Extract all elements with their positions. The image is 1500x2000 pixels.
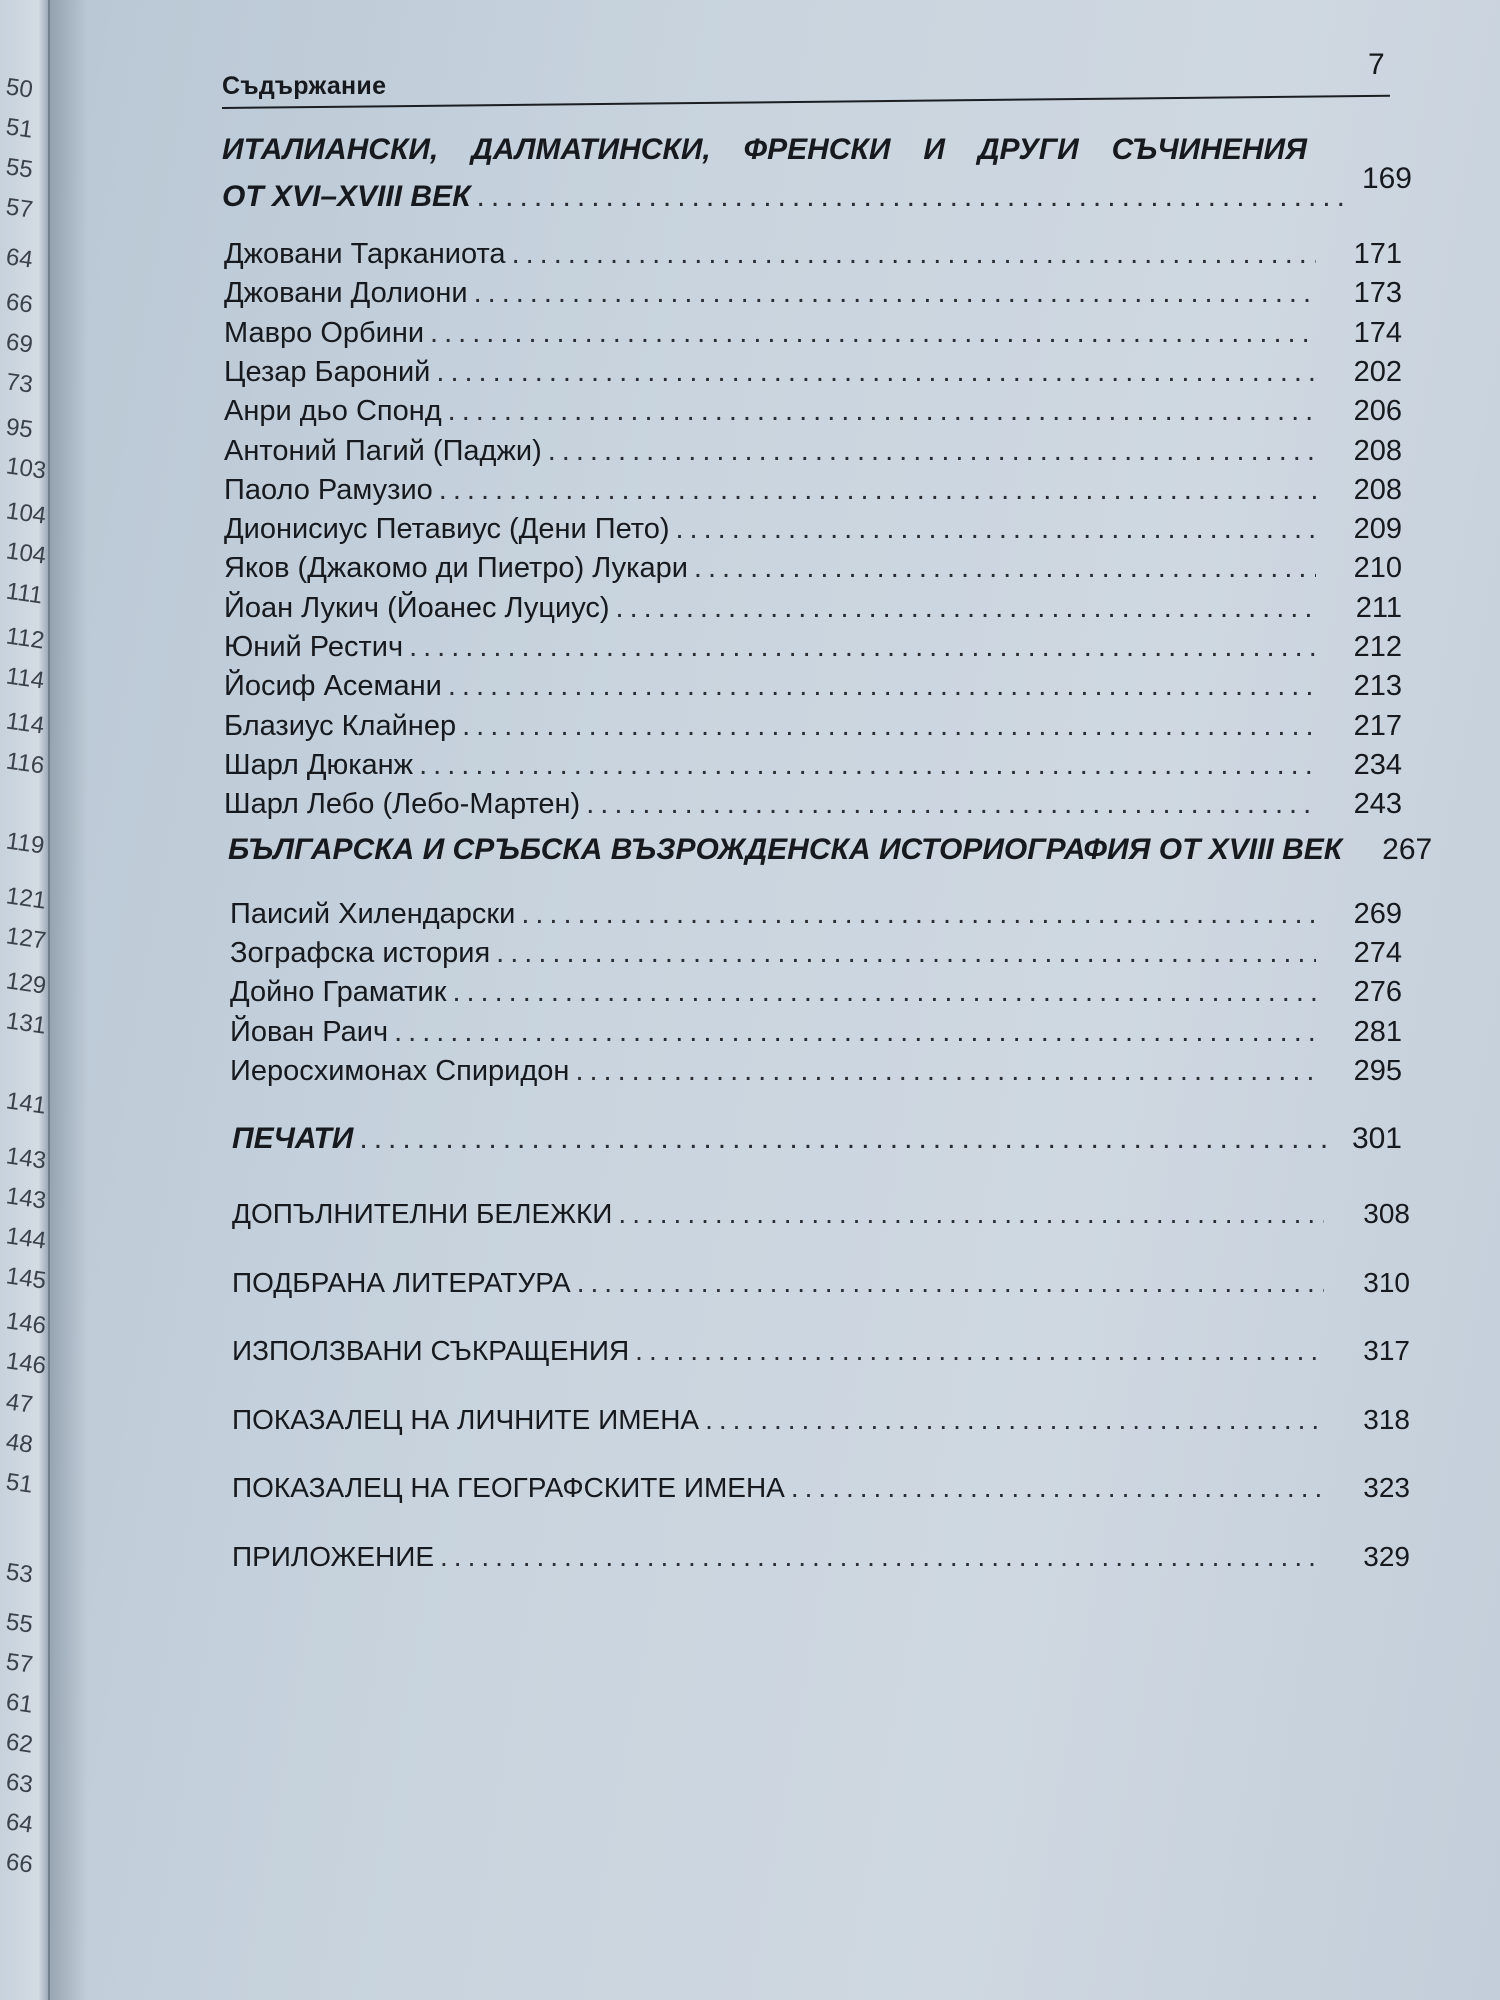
toc-entry[interactable] [224, 552, 1402, 585]
facing-page-number: 55 [4, 1608, 35, 1639]
entry-page: 323 [1363, 1472, 1410, 1503]
entry-page: 173 [1353, 277, 1402, 310]
entry-title: Яков (Джакомо ди Пиетро) Лукари [224, 552, 688, 585]
entry-page: 274 [1353, 937, 1402, 970]
dot-leader [436, 356, 1316, 389]
facing-page-number: 104 [4, 497, 48, 530]
toc-entry[interactable] [232, 1335, 1410, 1367]
facing-page-number: 146 [4, 1347, 48, 1380]
dot-leader [586, 788, 1316, 821]
toc-entry[interactable] [224, 513, 1402, 546]
dot-leader [676, 513, 1317, 546]
facing-page-number: 64 [4, 243, 35, 274]
facing-page-number: 104 [4, 537, 48, 570]
entry-title: Паоло Рамузио [224, 473, 433, 506]
entry-page: 318 [1363, 1403, 1410, 1435]
dot-leader [521, 898, 1316, 931]
entry-title: Джовани Долиони [224, 277, 468, 310]
toc-entry[interactable] [224, 710, 1402, 743]
toc-section-1[interactable] [222, 162, 1412, 214]
dot-leader [409, 631, 1316, 664]
entry-page: 243 [1353, 788, 1402, 821]
facing-page-number: 69 [4, 328, 35, 359]
entry-title: ПОКАЗАЛЕЦ НА ЛИЧНИТЕ ИМЕНА [232, 1403, 700, 1435]
dot-leader [694, 552, 1316, 585]
toc-entry[interactable] [230, 937, 1402, 970]
entry-title: Дойно Граматик [230, 976, 447, 1009]
entry-page: 213 [1353, 670, 1402, 703]
toc-entry[interactable] [224, 395, 1402, 428]
section-title-line2: ОТ XVI–XVIII ВЕК [222, 180, 471, 213]
toc-entry[interactable] [230, 1016, 1402, 1049]
entry-title: Иеросхимонах Спиридон [230, 1054, 570, 1087]
header-rule [222, 95, 1390, 109]
dot-leader [575, 1055, 1316, 1088]
entry-page: 212 [1353, 631, 1402, 663]
section-page: 169 [1361, 162, 1412, 195]
running-title: Съдържание [222, 72, 387, 100]
toc-entry[interactable] [224, 670, 1402, 703]
entry-title: Йосиф Асемани [224, 670, 442, 703]
facing-page-number: 64 [4, 1808, 35, 1839]
facing-page-number: 146 [4, 1307, 48, 1340]
entry-title: ПОКАЗАЛЕЦ НА ГЕОГРАФСКИТЕ ИМЕНА [232, 1472, 785, 1503]
dot-leader [512, 238, 1316, 271]
toc-entry[interactable] [230, 898, 1402, 931]
entry-page: 208 [1353, 434, 1402, 467]
dot-leader [419, 749, 1316, 782]
dot-leader [548, 435, 1316, 468]
entry-page: 281 [1353, 1015, 1402, 1048]
facing-page-number: 111 [4, 577, 45, 610]
facing-page-number: 143 [4, 1182, 48, 1215]
entry-title: Блазиус Клайнер [224, 709, 457, 742]
toc-entry[interactable] [224, 631, 1402, 664]
entry-page: 208 [1353, 473, 1402, 506]
dot-leader [359, 1122, 1336, 1156]
entry-title: Анри дьо Спонд [224, 395, 442, 428]
entry-title: Цезар Бароний [224, 355, 431, 388]
toc-section-2[interactable] [228, 833, 1433, 867]
dot-leader [430, 317, 1316, 350]
facing-page-number: 143 [4, 1142, 48, 1175]
dot-leader [577, 1267, 1324, 1299]
facing-page-number: 63 [4, 1768, 35, 1799]
entry-page: 174 [1353, 316, 1402, 349]
toc-entry[interactable] [224, 749, 1402, 782]
entry-title: Паисий Хилендарски [230, 898, 516, 930]
entry-page: 209 [1353, 513, 1402, 546]
entry-title: Йован Раич [230, 1015, 389, 1048]
facing-page-number: 145 [4, 1262, 48, 1295]
dot-leader [616, 592, 1316, 625]
entry-title: Зографска история [230, 937, 491, 970]
facing-page-number: 127 [4, 922, 48, 955]
dot-leader [448, 670, 1316, 703]
dot-leader [394, 1016, 1316, 1049]
entry-title: ИЗПОЛЗВАНИ СЪКРАЩЕНИЯ [232, 1335, 630, 1366]
dot-leader [448, 395, 1316, 428]
facing-page-number: 114 [4, 707, 47, 740]
spine-shadow [48, 0, 88, 2000]
entry-page: 171 [1353, 238, 1402, 270]
dot-leader [439, 474, 1316, 507]
facing-page-number: 121 [4, 882, 48, 915]
facing-page-number: 114 [4, 662, 47, 695]
toc-entry[interactable] [224, 788, 1402, 821]
toc-entry[interactable] [224, 474, 1402, 507]
entry-page: 295 [1353, 1054, 1402, 1087]
dot-leader [496, 937, 1316, 970]
entry-page: 329 [1363, 1540, 1410, 1572]
section-page: 301 [1351, 1122, 1402, 1155]
facing-page-number: 116 [4, 747, 47, 780]
facing-page-number: 144 [4, 1222, 48, 1255]
toc-entry[interactable] [224, 317, 1402, 350]
facing-page-number: 47 [4, 1388, 35, 1419]
entry-page: 310 [1363, 1266, 1410, 1298]
dot-leader [635, 1335, 1324, 1367]
toc-entry[interactable] [230, 1055, 1402, 1088]
entry-title: Йоан Лукич (Йоанес Луциус) [224, 591, 610, 624]
section-title-line1: ИТАЛИАНСКИ, ДАЛМАТИНСКИ, ФРЕНСКИ И ДРУГИ СЪЧИНЕНИЯ [222, 133, 1307, 166]
facing-page-number: 61 [4, 1688, 35, 1719]
entry-title: Юний Рестич [224, 631, 404, 663]
entry-page: 211 [1355, 591, 1402, 624]
facing-page-number: 62 [4, 1728, 35, 1759]
entry-title: ПОДБРАНА ЛИТЕРАТУРА [232, 1266, 571, 1298]
page-number: 7 [1368, 48, 1385, 81]
dot-leader [791, 1472, 1324, 1504]
toc-entry[interactable] [232, 1267, 1410, 1299]
section-page: 267 [1382, 833, 1433, 866]
facing-page-number: 57 [4, 193, 35, 224]
entry-title: Мавро Орбини [224, 316, 425, 349]
section-title: ПЕЧАТИ [232, 1122, 354, 1155]
entry-page: 276 [1353, 976, 1402, 1009]
entry-page: 308 [1363, 1198, 1410, 1229]
dot-leader [474, 277, 1316, 310]
entry-title: Шарл Лебо (Лебо-Мартен) [224, 788, 581, 821]
dot-leader [705, 1404, 1324, 1436]
toc-section-3[interactable] [232, 1122, 1402, 1156]
entry-title: Дионисиус Петавиус (Дени Пето) [224, 513, 670, 546]
left-facing-page [0, 0, 50, 2000]
section-title: БЪЛГАРСКА И СРЪБСКА ВЪЗРОЖДЕНСКА ИСТОРИОГРАФИЯ ОТ XVIII ВЕК [228, 833, 1343, 866]
toc-entry[interactable] [232, 1472, 1410, 1504]
entry-title: Антоний Пагий (Паджи) [224, 434, 542, 467]
entry-page: 234 [1353, 748, 1402, 781]
facing-page-number: 119 [4, 827, 47, 860]
toc-entry[interactable] [232, 1541, 1410, 1573]
entry-page: 210 [1353, 552, 1402, 585]
facing-page-number: 73 [4, 368, 35, 399]
entry-title: Шарл Дюканж [224, 748, 414, 781]
toc-entry[interactable] [230, 976, 1402, 1009]
entry-page: 269 [1353, 898, 1402, 930]
dot-leader [477, 180, 1346, 214]
toc-entry[interactable] [232, 1198, 1410, 1230]
dot-leader [440, 1541, 1324, 1573]
entry-page: 206 [1353, 395, 1402, 428]
facing-page-number: 57 [4, 1648, 35, 1679]
toc-entry[interactable] [224, 592, 1402, 625]
toc-entry[interactable] [232, 1404, 1410, 1436]
entry-title: ПРИЛОЖЕНИЕ [232, 1540, 435, 1572]
facing-page-number: 103 [4, 452, 48, 485]
entry-page: 202 [1353, 355, 1402, 388]
facing-page-number: 50 [4, 73, 35, 104]
toc-entry[interactable] [224, 277, 1402, 310]
entry-title: ДОПЪЛНИТЕЛНИ БЕЛЕЖКИ [232, 1198, 613, 1229]
entry-page: 217 [1353, 709, 1402, 742]
facing-page-number: 129 [4, 967, 48, 1000]
toc-entry[interactable] [224, 435, 1402, 468]
facing-page-number: 66 [4, 288, 35, 319]
entry-title: Джовани Тарканиота [224, 238, 506, 270]
dot-leader [452, 976, 1316, 1009]
facing-page-number: 95 [4, 413, 35, 444]
toc-entry[interactable] [224, 356, 1402, 389]
facing-page-number: 112 [4, 622, 47, 655]
facing-page-number: 53 [4, 1558, 35, 1589]
facing-page-number: 51 [4, 1468, 35, 1499]
dot-leader [462, 710, 1316, 743]
entry-page: 317 [1363, 1335, 1410, 1366]
toc-entry[interactable] [224, 238, 1402, 271]
facing-page-number: 48 [4, 1428, 35, 1459]
facing-page-number: 141 [4, 1087, 48, 1120]
facing-page-number: 51 [4, 113, 35, 144]
dot-leader [618, 1198, 1324, 1230]
facing-page-number: 66 [4, 1848, 35, 1879]
facing-page-number: 55 [4, 153, 35, 184]
facing-page-number: 131 [4, 1007, 48, 1040]
